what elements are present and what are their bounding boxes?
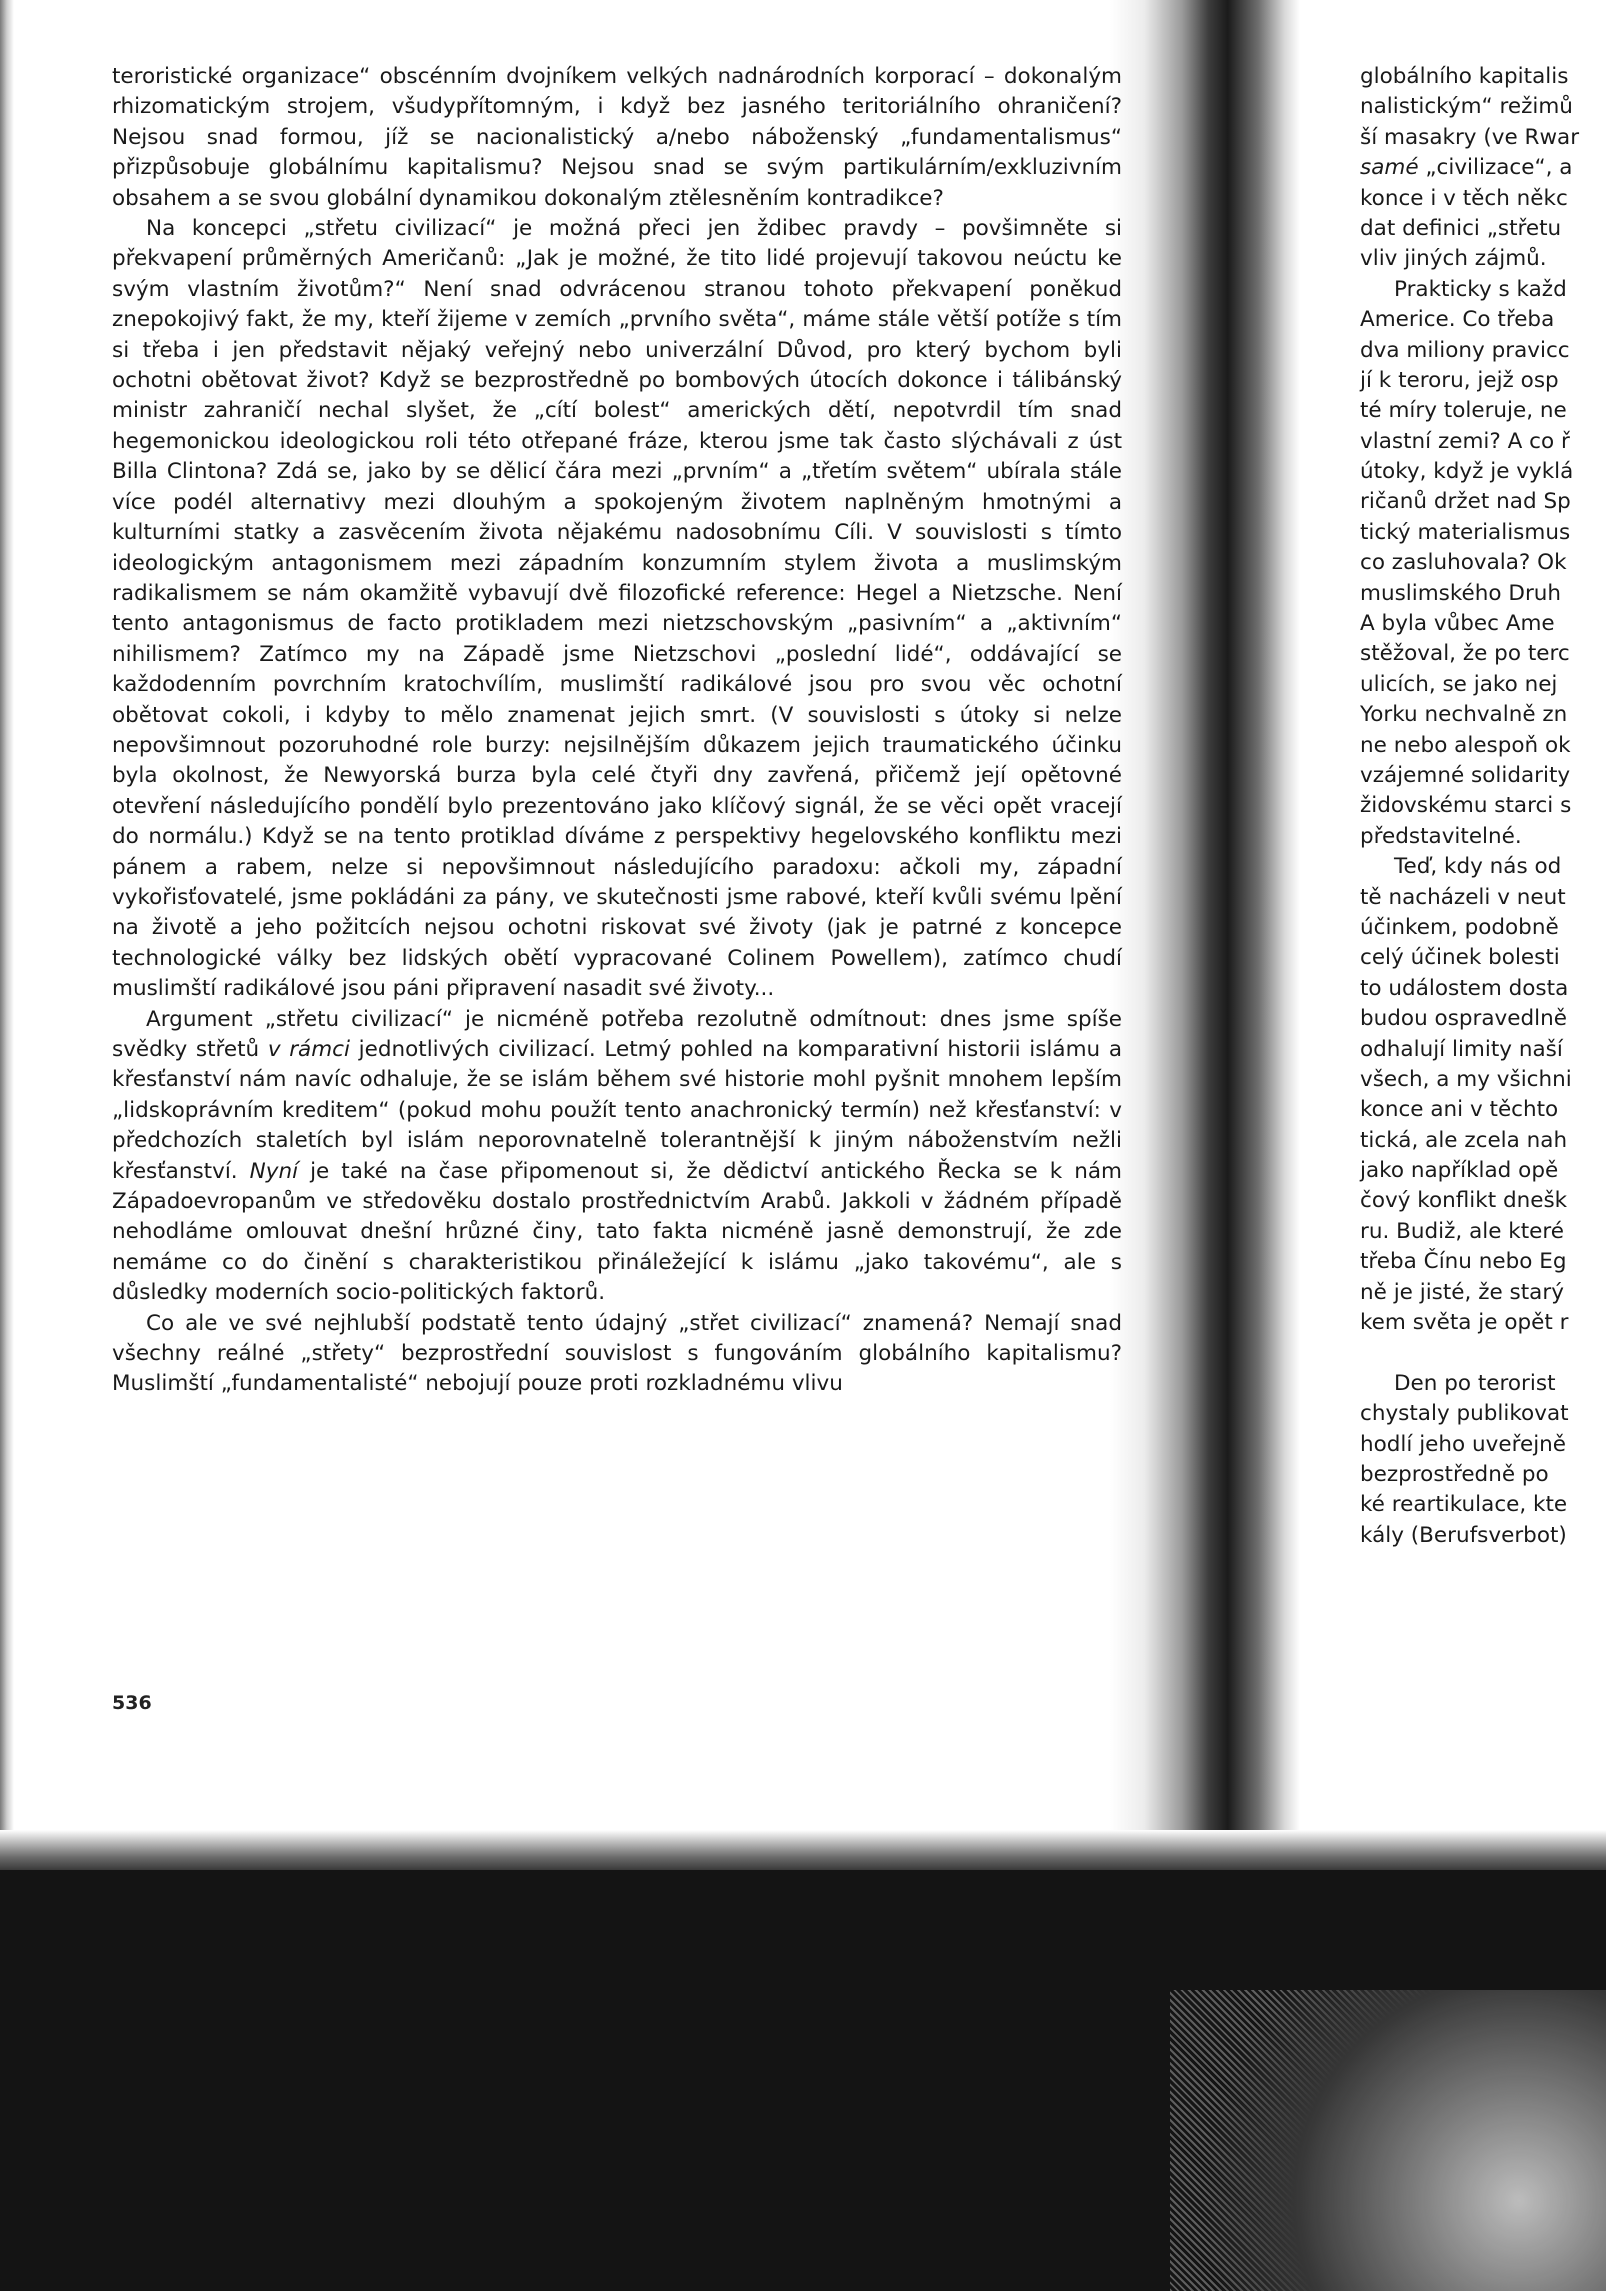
text-line: jako například opě (1360, 1158, 1559, 1184)
text-line: vzájemné solidarity (1360, 762, 1571, 788)
italic-phrase: v rámci (267, 1037, 350, 1062)
paragraph (112, 62, 1122, 214)
text-line: dat definici „střetu (1360, 215, 1562, 241)
text-line: vliv jiných zájmů. (1360, 246, 1547, 272)
text-run: Argument „střetu civilizací“ je nicméně potřeba rezolutně odmítnout: dnes jsme spíše svědky střetů (112, 1006, 1122, 1062)
left-page-edge-shadow (0, 0, 14, 1840)
text-line: konce i v těch někc (1360, 185, 1568, 211)
text-line: samé „civilizace“, a (1360, 155, 1573, 181)
text-line: Americe. Co třeba (1360, 307, 1555, 333)
book-gutter-shadow (1110, 0, 1300, 1840)
page-number: 536 (112, 1692, 152, 1714)
text-line: kem světa je opět r (1360, 1310, 1569, 1336)
text-line: vlastní zemi? A co ř (1360, 428, 1570, 454)
text-line: bezprostředně po (1360, 1461, 1549, 1487)
text-line: ké reartikulace, kte (1360, 1492, 1568, 1518)
text-run: teroristické organizace“ obscénním dvojníkem velkých nadnárodních korporací – dokonalým rhizomatickým strojem, všudypřítomným, i když bez jasného teritoriálního ohraničení? Nejsou snad formou, jíž se nacionalistický a/nebo náboženský „fundamentalismus“ přizpůsobuje globálnímu kapitalismu? Nejsou snad se svým partikulárním/exkluzivním obsahem a se svou globální dynamikou dokonalým ztělesněním kontradikce? (112, 64, 1122, 211)
text-line: Teď, kdy nás od (1394, 854, 1562, 880)
paragraph (112, 1005, 1122, 1309)
text-line: útoky, když je vyklá (1360, 459, 1574, 485)
text-line: globálního kapitalis (1360, 64, 1569, 89)
paragraph (112, 1309, 1122, 1400)
text-line: A byla vůbec Ame (1360, 611, 1555, 637)
text-line: jí k teroru, jejž osp (1360, 367, 1559, 393)
text-line: co zasluhovala? Ok (1360, 550, 1567, 576)
text-line: tický materialismus (1360, 519, 1571, 545)
text-line: židovskému starci s (1360, 793, 1572, 819)
text-line: té míry toleruje, ne (1360, 398, 1567, 424)
text-run: je také na čase připomenout si, že dědictví antického Řecka se k nám Západoevropanům ve středověku dostalo prostřednictvím Arabů. Jakkoli v žádném případě nehodláme omlouvat dnešní hrůzné činy, tato fakta nicméně jasně demonstrují, že zde nemáme co do činění s charakteristikou přináležející k islámu „jako takovému“, ale s důsledky moderních socio-politických faktorů. (112, 1158, 1122, 1306)
text-line: ně je jisté, že starý (1360, 1279, 1564, 1305)
left-page-body-text (112, 62, 1122, 1400)
text-line: stěžoval, že po terc (1360, 641, 1570, 667)
text-line: Prakticky s každ (1394, 276, 1567, 302)
paragraph (112, 214, 1122, 1005)
text-run: Na koncepci „střetu civilizací“ je možná přeci jen ždibec pravdy – povšimněte si překvapení průměrných Američanů: „Jak je možné, že tito lidé projevují takovou neúctu ke svým vlastním životům?“ Není snad odvrácenou stranou tohoto překvapení poněkud znepokojivý fakt, že my, kteří žijeme v zemích „prvního světa“, máme stále větší potíže s tím si třeba i jen představit nějaký veřejný nebo univerzální Důvod, pro který bychom byli ochotni obětovat život? Když se bezprostředně po bombových útocích dokonce i tálibánský ministr zahraničí nechal slyšet, že „cítí bolest“ amerických dětí, nepotvrdil tím snad hegemonickou ideologickou roli této otřepané fráze, kterou jsme tak často slýchávali z úst Billa Clintona? Zdá se, jako by se dělicí čára mezi „prvním“ a „třetím světem“ ubírala stále více podél alternativy mezi dlouhým a spokojeným životem naplněným hmotnými a kulturními statky a zasvěcením života nějakému nadosobnímu Cíli. V souvislosti s tímto ideologickým antagonismem mezi západním konzumním stylem života a muslimským radikalismem se nám okamžitě vybavují dvě filozofické reference: Hegel a Nietzsche. Není tento antagonismus de facto protikladem mezi nietzschovským „pasivním“ a „aktivním“ nihilismem? Zatímco my na Západě jsme Nietzschovi „poslední lidé“, oddávající se každodenním povrchním kratochvílím, muslimští radikálové jsou pro svou věc ochotní obětovat cokoli, i kdyby to mělo znamenat jejich smrt. (V souvislosti s útoky si nelze nepovšimnout pozoruhodné role burzy: nejsilnějším důkazem jejich traumatického účinku byla okolnost, že Newyorská burza byla celé čtyři dny zavřená, přičemž její opětovné otevření následujícího pondělí bylo prezentováno jako klíčový signál, že se věci opět vracejí do normálu.) Když se na tento protiklad díváme z perspektivy hegelovského konfliktu mezi pánem a rabem, nelze si nepovšimnout následujícího paradoxu: ačkoli my, západní vykořisťovatelé, jsme pokládáni za pány, ve skutečnosti jsme rabové, kteří kvůli svému lpění na životě a jeho požitcích nejsou ochotni riskovat své životy (jak je patrné z koncepce technologické války bez lidských obětí vypracované Colinem Powellem), zatímco chudí muslimští radikálové jsou páni připravení nasadit své životy... (112, 216, 1122, 1002)
text-run: jednotlivých civilizací. Letmý pohled na komparativní historii islámu a křesťanství nám navíc odhaluje, že se islám během své historie mohl pyšnit mnohem lepším „lidskoprávním kreditem“ (pokud mohu použít tento anachronický termín) než křesťanství: v předchozích staletích byl islám neporovnatelně tolerantnější k jiným náboženstvím nežli křesťanství. (112, 1037, 1122, 1184)
text-line: konce ani v těchto (1360, 1097, 1559, 1123)
text-line: všech, a my všichni (1360, 1066, 1572, 1092)
text-line: to událostem dosta (1360, 975, 1569, 1001)
text-line: ší masakry (ve Rwar (1360, 124, 1580, 150)
text-line: ne nebo alespoň ok (1360, 732, 1571, 758)
text-line: představitelné. (1360, 823, 1522, 849)
text-line: účinkem, podobně (1360, 914, 1559, 940)
right-page-body-text (1360, 62, 1606, 1551)
text-line: čový konflikt dnešk (1360, 1188, 1568, 1214)
text-line: muslimského Druh (1360, 580, 1562, 606)
text-line: ru. Budiž, ale které (1360, 1218, 1564, 1244)
text-run: Co ale ve své nejhlubší podstatě tento údajný „střet civilizací“ znamená? Nemají snad všechny reálné „střety“ bezprostřední souvislost s fungováním globálního kapitalismu? Muslimští „fundamentalisté“ nebojují pouze proti rozkladnému vlivu (112, 1310, 1122, 1397)
text-line: hodlí jeho uveřejně (1360, 1431, 1567, 1457)
text-line: třeba Čínu nebo Eg (1360, 1249, 1567, 1275)
text-line: tě nacházeli v neut (1360, 884, 1566, 910)
text-line: odhalují limity naší (1360, 1036, 1563, 1062)
text-line: ulicích, se jako nej (1360, 671, 1558, 697)
text-line: dva miliony pravicc (1360, 337, 1570, 363)
text-line: ričanů držet nad Sp (1360, 489, 1571, 515)
text-line: nalistickým“ režimů (1360, 94, 1573, 120)
scanner-glare (1170, 1990, 1606, 2291)
text-line: budou ospravedlně (1360, 1006, 1567, 1032)
text-line: chystaly publikovat (1360, 1401, 1569, 1427)
text-line: kály (Berufsverbot) (1360, 1522, 1567, 1548)
text-line: tická, ale zcela nah (1360, 1127, 1568, 1153)
text-line: Yorku nechvalně zn (1360, 702, 1568, 728)
blank-line (1360, 1338, 1606, 1368)
italic-phrase: Nyní (249, 1158, 299, 1184)
text-line: Den po terorist (1394, 1370, 1556, 1396)
text-line: celý účinek bolesti (1360, 945, 1560, 971)
